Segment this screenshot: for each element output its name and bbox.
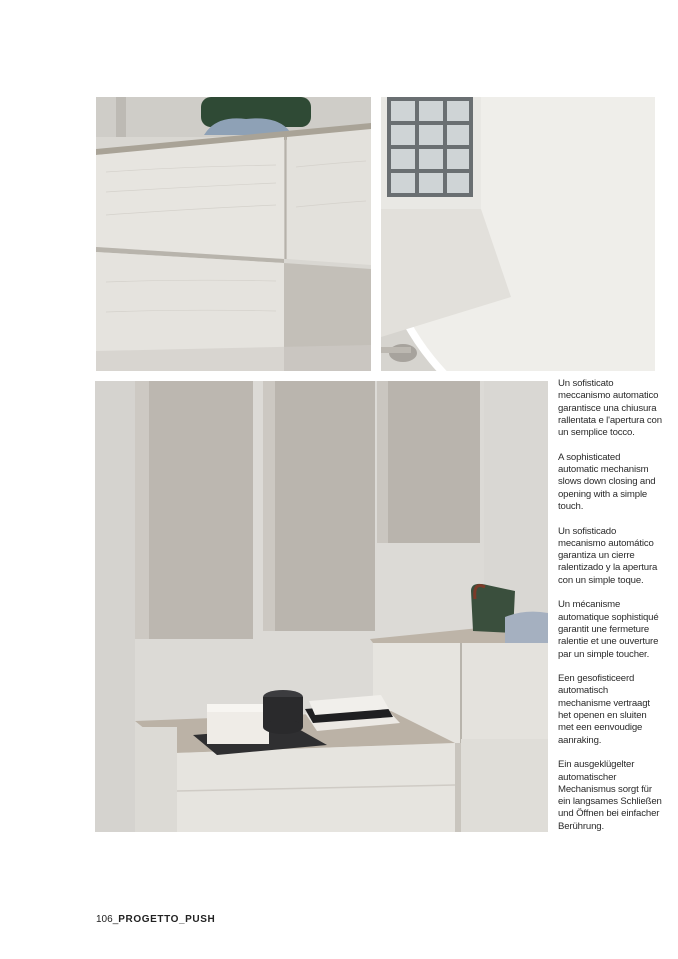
cabinet-closeup-photo [96,97,371,371]
caption-french: Un mécanisme automatique sophistiqué garantit une fermeture ralentie et une ouverture par un simple toucher. [558,599,659,660]
caption-dutch: Een gesofisticeerd automatisch mechanisme vertraagt het openen en sluiten met een eenvoudige aanraking. [558,673,650,746]
page-footer [96,914,215,925]
caption-english: A sophisticated automatic mechanism slows down closing and opening with a simple touch. [558,451,656,512]
footer-separator: _ [112,914,119,925]
caption-german: Ein ausgeklügelter automatischer Mechanismus sorgt für ein langsames Schließen und Öffnen bei einfacher Berührung. [558,759,662,832]
mirror-photo [381,97,655,371]
multilingual-caption [558,378,662,845]
bathroom-units-photo [95,381,548,832]
section-title: PROGETTO_PUSH [118,914,216,925]
caption-italian: Un sofisticato meccanismo automatico garantisce una chiusura rallentata e l'apertura con un semplice tocco. [558,378,662,439]
caption-spanish: Un sofisticado mecanismo automático garantiza un cierre ralentizado y la apertura con un simple toque. [558,525,658,586]
page-number: 106 [96,914,113,925]
